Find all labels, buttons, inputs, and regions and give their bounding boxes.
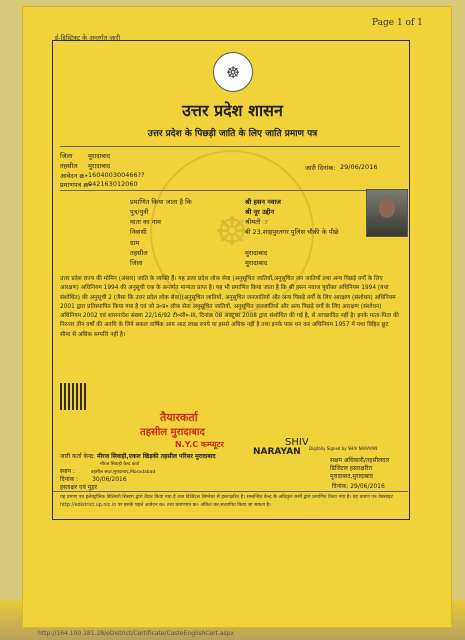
up-emblem-icon: ☸: [213, 52, 253, 92]
district-label: जिला: [60, 152, 73, 160]
application-value: 160400300466??: [88, 171, 145, 179]
divider: [60, 146, 400, 147]
issuer-date-value: 30/06/2016: [92, 476, 127, 483]
mother-label: माता का नाम: [130, 218, 161, 226]
date-row: [60, 475, 127, 483]
browser-url: http://164.100.181.28/eDistrict/Certificate/CasteEnglishCert.aspx: [38, 630, 235, 637]
issuer-center-value: मीरज सिवाही,एकल खिड़की तहसील परिसर मुरादाबाद: [97, 453, 216, 460]
village-label: ग्राम: [130, 239, 140, 247]
issuer-name-small: मीरज सिवाही केन्द्र कर्ता: [100, 462, 140, 467]
issue-date-value: 29/06/2016: [340, 163, 378, 171]
authority-block: [330, 457, 389, 481]
certificate-number-label: प्रमाणपत्र क्र•: [60, 181, 93, 189]
edistrict-label: ई-डिस्ट्रिक्ट के अन्तर्गत जारी: [55, 34, 121, 42]
person-district-value: मुरादाबाद: [245, 259, 268, 267]
issuer-center: [60, 452, 216, 460]
divider: [53, 491, 408, 492]
mother-value: श्रीमती ः: [245, 218, 268, 226]
footer-note: यह प्रमाण पत्र इलेक्ट्रॉनिक डिलिवरी सिस्टम द्वारा तैयार किया गया है तथा डिजिटल सिग्नेचर से हस्ताक्षरित है। सम्बन्धित केन्द्र के अधिकृत कर्मी द्वारा प्रमाणित किया गया है। यह प्रमाण पत्र वेबसाइट http://edistrict.up.nic.in पर इसके पहले आवेदन क्र० तथा प्रमाणपत्र क्र० अंकित कर,सत्यापित किया जा सकता है।: [60, 495, 393, 508]
page-number: Page 1 of 1: [372, 18, 423, 28]
emblem-watermark-icon: ☸: [150, 150, 314, 314]
authority-date: [332, 482, 385, 490]
person-tehsil-label: तहसील: [130, 249, 148, 257]
applicant-name: श्री हसन नवाज: [245, 198, 281, 206]
stamp-line-1: तैयारकर्ता: [160, 411, 198, 424]
certificate-number-value: 042163012060: [88, 180, 138, 188]
stamp-line-2: तहसील मुरादाबाद: [140, 427, 205, 438]
person-district-label: जिला: [130, 259, 143, 267]
father-value: श्री नूर उद्दीन: [245, 208, 275, 216]
resident-value: बी 23,शाहपुरतगर पुलिस चौकी के पीछे: [245, 228, 339, 236]
signature-small-text: Digitally Signed by SHIV NARAYAN: [309, 446, 378, 451]
district-value: मुरादाबाद: [88, 152, 111, 160]
issuer-date-label: दिनांक :: [60, 476, 79, 483]
authority-line-1: सक्षम अधिकारी/तहसीलदार: [330, 457, 390, 464]
place-value: तहसील सदर,मुरादाबाद,Moradabad: [90, 470, 156, 475]
tehsil-label: तहसील: [60, 162, 78, 170]
qr-code-icon: [60, 383, 87, 410]
resident-label: निवासी: [130, 228, 147, 236]
father-label: पुत्र/पुत्री: [130, 208, 149, 216]
person-icon: [379, 198, 395, 218]
certificate-body-text: उत्तर प्रदेश राज्य की मोमिन (अंसार) जाति के व्यक्ति हैं। यह उत्तर प्रदेश लोक सेवा (अनुसूचित जातियों,अनुसूचित जन जातियों तथा अन्य पिछड़े वर्गों के लिए आरक्षण) अधिनियम 1994 की अनुसूची एक के अन्तर्गत मान्यता प्राप्त है। यह भी प्रमाणित किया जाता है कि श्री हसन नवाज पूर्वोक्त अधिनियम 1994 (यथा संशोधित) की अनुसूची 2 (जैसा कि उत्तर प्रदेश लोक सेवा)(अनुसूचित जातियों, अनुसूचित जनजातियों और अन्य पिछड़े वर्गों के लिए आरक्षण (संशोधन) अधिनियम 2001 द्वारा प्रतिस्थापित किया गया है एवं जो उ०प्र० लोक सेवा अनुसूचित जातियों, अनुसूचित जनजातियों और अन्य पिछड़े वर्गों के लिए आरक्षण (संशोधन) अधिनियम 2002 एवं शासनादेश संख्या 22/16/92 टी०सी०-III, दिनांक 08 अक्टूबर 2008 द्वारा संशोधित की गई है, से आच्छादित नहीं है। इनके माता-पिता की निरन्तर तीन वर्षों की अवधि के लिये सकल वार्षिक आय आठ लाख रुपये या इससे अधिक नहीं है तथा इनके पास धन कर अधिनियम 1957 में यथा विहित छूट सीमा से अधिक सम्पत्ति नहीं है।: [60, 276, 399, 338]
person-tehsil-value: मुरादाबाद: [245, 249, 268, 257]
divider: [60, 190, 400, 191]
issuer-center-label: जारी कर्ता केन्द्र:: [60, 453, 96, 460]
place-label: स्थान :: [60, 468, 75, 475]
applicant-photo: [366, 189, 408, 237]
authority-line-2: डिजिटल हस्ताक्षरित: [330, 465, 372, 472]
signature-narayan: NARAYAN: [253, 447, 301, 457]
issue-date-label: जारी दिनांक:: [305, 164, 336, 172]
government-title: उत्तर प्रदेश शासन: [182, 101, 283, 120]
authority-date-value: 29/06/2016: [350, 483, 385, 490]
certify-intro: प्रमाणित किया जाता है कि: [130, 198, 192, 206]
application-label: आवेदन क्र•: [60, 172, 89, 180]
tehsil-value: मुरादाबाद: [88, 162, 111, 170]
authority-line-3: मुरादाबाद,मुरादाबाद: [330, 473, 373, 480]
stamp-line-3: N.Y.C कम्प्यूटर: [175, 440, 224, 449]
place-row: [60, 467, 155, 475]
certificate-title: उत्तर प्रदेश के पिछड़ी जाति के लिए जाति प्रमाण पत्र: [147, 129, 318, 139]
seal-label: हस्ताक्षर एवं मुहर: [60, 484, 97, 491]
authority-date-label: दिनांक:: [332, 483, 349, 490]
signature-shiv-text: SHIV: [285, 437, 309, 448]
